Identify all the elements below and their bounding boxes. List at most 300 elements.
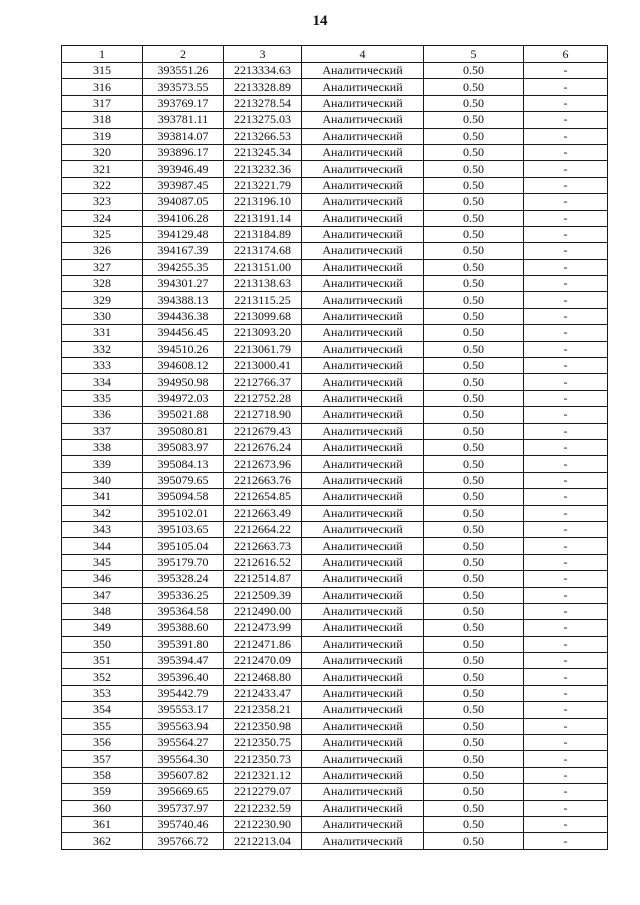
y-coordinate-cell: 2213184.89 — [224, 226, 302, 242]
point-number-cell: 330 — [62, 308, 143, 324]
accuracy-cell: 0.50 — [424, 587, 524, 603]
accuracy-cell: 0.50 — [424, 751, 524, 767]
y-coordinate-cell: 2212509.39 — [224, 587, 302, 603]
description-cell: - — [524, 603, 608, 619]
accuracy-cell: 0.50 — [424, 603, 524, 619]
method-cell: Аналитический — [302, 702, 424, 718]
x-coordinate-cell: 395553.17 — [143, 702, 224, 718]
table-header — [62, 46, 608, 63]
table-row — [62, 308, 608, 324]
accuracy-cell: 0.50 — [424, 243, 524, 259]
point-number-cell: 316 — [62, 79, 143, 95]
table-row — [62, 226, 608, 242]
description-cell: - — [524, 390, 608, 406]
y-coordinate-cell: 2213196.10 — [224, 194, 302, 210]
description-cell: - — [524, 177, 608, 193]
description-cell: - — [524, 194, 608, 210]
point-number-cell: 336 — [62, 407, 143, 423]
point-number-cell: 361 — [62, 816, 143, 832]
accuracy-cell: 0.50 — [424, 685, 524, 701]
accuracy-cell: 0.50 — [424, 489, 524, 505]
method-cell: Аналитический — [302, 194, 424, 210]
method-cell: Аналитический — [302, 161, 424, 177]
accuracy-cell: 0.50 — [424, 653, 524, 669]
point-number-cell: 341 — [62, 489, 143, 505]
description-cell: - — [524, 112, 608, 128]
accuracy-cell: 0.50 — [424, 833, 524, 849]
description-cell: - — [524, 816, 608, 832]
table-row — [62, 489, 608, 505]
description-cell: - — [524, 702, 608, 718]
column-header: 5 — [424, 46, 524, 63]
method-cell: Аналитический — [302, 226, 424, 242]
table-row — [62, 587, 608, 603]
accuracy-cell: 0.50 — [424, 63, 524, 79]
y-coordinate-cell: 2213328.89 — [224, 79, 302, 95]
description-cell: - — [524, 587, 608, 603]
accuracy-cell: 0.50 — [424, 79, 524, 95]
y-coordinate-cell: 2212473.99 — [224, 620, 302, 636]
table-row — [62, 79, 608, 95]
column-header: 6 — [524, 46, 608, 63]
method-cell: Аналитический — [302, 751, 424, 767]
point-number-cell: 356 — [62, 735, 143, 751]
x-coordinate-cell: 393987.45 — [143, 177, 224, 193]
method-cell: Аналитический — [302, 144, 424, 160]
accuracy-cell: 0.50 — [424, 669, 524, 685]
description-cell: - — [524, 636, 608, 652]
point-number-cell: 344 — [62, 538, 143, 554]
method-cell: Аналитический — [302, 177, 424, 193]
y-coordinate-cell: 2212232.59 — [224, 800, 302, 816]
accuracy-cell: 0.50 — [424, 292, 524, 308]
description-cell: - — [524, 472, 608, 488]
table-row — [62, 505, 608, 521]
x-coordinate-cell: 393814.07 — [143, 128, 224, 144]
table-row — [62, 341, 608, 357]
table-row — [62, 161, 608, 177]
point-number-cell: 323 — [62, 194, 143, 210]
method-cell: Аналитический — [302, 325, 424, 341]
x-coordinate-cell: 395391.80 — [143, 636, 224, 652]
description-cell: - — [524, 718, 608, 734]
table-body — [62, 63, 608, 850]
x-coordinate-cell: 394950.98 — [143, 374, 224, 390]
x-coordinate-cell: 394167.39 — [143, 243, 224, 259]
description-cell: - — [524, 259, 608, 275]
x-coordinate-cell: 393781.11 — [143, 112, 224, 128]
method-cell: Аналитический — [302, 243, 424, 259]
x-coordinate-cell: 394972.03 — [143, 390, 224, 406]
header-row — [62, 46, 608, 63]
x-coordinate-cell: 394456.45 — [143, 325, 224, 341]
x-coordinate-cell: 395103.65 — [143, 521, 224, 537]
column-header: 2 — [143, 46, 224, 63]
accuracy-cell: 0.50 — [424, 276, 524, 292]
accuracy-cell: 0.50 — [424, 423, 524, 439]
point-number-cell: 320 — [62, 144, 143, 160]
method-cell: Аналитический — [302, 374, 424, 390]
x-coordinate-cell: 395737.97 — [143, 800, 224, 816]
table-row — [62, 243, 608, 259]
method-cell: Аналитический — [302, 423, 424, 439]
point-number-cell: 337 — [62, 423, 143, 439]
table-row — [62, 685, 608, 701]
table-row — [62, 456, 608, 472]
y-coordinate-cell: 2212213.04 — [224, 833, 302, 849]
y-coordinate-cell: 2213278.54 — [224, 95, 302, 111]
description-cell: - — [524, 423, 608, 439]
description-cell: - — [524, 292, 608, 308]
x-coordinate-cell: 395766.72 — [143, 833, 224, 849]
accuracy-cell: 0.50 — [424, 538, 524, 554]
method-cell: Аналитический — [302, 735, 424, 751]
method-cell: Аналитический — [302, 112, 424, 128]
y-coordinate-cell: 2212664.22 — [224, 521, 302, 537]
x-coordinate-cell: 394255.35 — [143, 259, 224, 275]
point-number-cell: 357 — [62, 751, 143, 767]
y-coordinate-cell: 2212514.87 — [224, 571, 302, 587]
y-coordinate-cell: 2212676.24 — [224, 439, 302, 455]
y-coordinate-cell: 2212766.37 — [224, 374, 302, 390]
x-coordinate-cell: 395102.01 — [143, 505, 224, 521]
point-number-cell: 334 — [62, 374, 143, 390]
method-cell: Аналитический — [302, 620, 424, 636]
description-cell: - — [524, 620, 608, 636]
method-cell: Аналитический — [302, 767, 424, 783]
point-number-cell: 321 — [62, 161, 143, 177]
method-cell: Аналитический — [302, 505, 424, 521]
table-row — [62, 521, 608, 537]
accuracy-cell: 0.50 — [424, 800, 524, 816]
method-cell: Аналитический — [302, 489, 424, 505]
x-coordinate-cell: 395388.60 — [143, 620, 224, 636]
description-cell: - — [524, 358, 608, 374]
x-coordinate-cell: 395563.94 — [143, 718, 224, 734]
y-coordinate-cell: 2213000.41 — [224, 358, 302, 374]
x-coordinate-cell: 394129.48 — [143, 226, 224, 242]
x-coordinate-cell: 395394.47 — [143, 653, 224, 669]
y-coordinate-cell: 2212470.09 — [224, 653, 302, 669]
y-coordinate-cell: 2212358.21 — [224, 702, 302, 718]
table-row — [62, 276, 608, 292]
point-number-cell: 339 — [62, 456, 143, 472]
description-cell: - — [524, 735, 608, 751]
description-cell: - — [524, 767, 608, 783]
table-row — [62, 63, 608, 79]
accuracy-cell: 0.50 — [424, 358, 524, 374]
accuracy-cell: 0.50 — [424, 521, 524, 537]
x-coordinate-cell: 395564.30 — [143, 751, 224, 767]
x-coordinate-cell: 395396.40 — [143, 669, 224, 685]
table-row — [62, 144, 608, 160]
point-number-cell: 352 — [62, 669, 143, 685]
accuracy-cell: 0.50 — [424, 620, 524, 636]
method-cell: Аналитический — [302, 63, 424, 79]
method-cell: Аналитический — [302, 390, 424, 406]
y-coordinate-cell: 2212230.90 — [224, 816, 302, 832]
point-number-cell: 328 — [62, 276, 143, 292]
method-cell: Аналитический — [302, 603, 424, 619]
accuracy-cell: 0.50 — [424, 210, 524, 226]
table-row — [62, 472, 608, 488]
accuracy-cell: 0.50 — [424, 735, 524, 751]
x-coordinate-cell: 395328.24 — [143, 571, 224, 587]
description-cell: - — [524, 95, 608, 111]
accuracy-cell: 0.50 — [424, 505, 524, 521]
accuracy-cell: 0.50 — [424, 308, 524, 324]
accuracy-cell: 0.50 — [424, 702, 524, 718]
coordinates-table — [61, 45, 608, 850]
method-cell: Аналитический — [302, 784, 424, 800]
method-cell: Аналитический — [302, 800, 424, 816]
x-coordinate-cell: 395740.46 — [143, 816, 224, 832]
accuracy-cell: 0.50 — [424, 816, 524, 832]
table-row — [62, 669, 608, 685]
description-cell: - — [524, 407, 608, 423]
accuracy-cell: 0.50 — [424, 161, 524, 177]
method-cell: Аналитический — [302, 456, 424, 472]
method-cell: Аналитический — [302, 292, 424, 308]
x-coordinate-cell: 394301.27 — [143, 276, 224, 292]
y-coordinate-cell: 2213245.34 — [224, 144, 302, 160]
method-cell: Аналитический — [302, 407, 424, 423]
description-cell: - — [524, 144, 608, 160]
table-row — [62, 439, 608, 455]
point-number-cell: 351 — [62, 653, 143, 669]
y-coordinate-cell: 2213138.63 — [224, 276, 302, 292]
point-number-cell: 359 — [62, 784, 143, 800]
description-cell: - — [524, 374, 608, 390]
accuracy-cell: 0.50 — [424, 374, 524, 390]
table-row — [62, 718, 608, 734]
table-row — [62, 325, 608, 341]
method-cell: Аналитический — [302, 472, 424, 488]
y-coordinate-cell: 2212654.85 — [224, 489, 302, 505]
point-number-cell: 333 — [62, 358, 143, 374]
x-coordinate-cell: 395079.65 — [143, 472, 224, 488]
point-number-cell: 332 — [62, 341, 143, 357]
table-row — [62, 751, 608, 767]
description-cell: - — [524, 800, 608, 816]
column-header: 3 — [224, 46, 302, 63]
method-cell: Аналитический — [302, 816, 424, 832]
x-coordinate-cell: 395105.04 — [143, 538, 224, 554]
table-row — [62, 194, 608, 210]
method-cell: Аналитический — [302, 554, 424, 570]
method-cell: Аналитический — [302, 718, 424, 734]
point-number-cell: 327 — [62, 259, 143, 275]
y-coordinate-cell: 2212663.49 — [224, 505, 302, 521]
method-cell: Аналитический — [302, 358, 424, 374]
point-number-cell: 349 — [62, 620, 143, 636]
method-cell: Аналитический — [302, 587, 424, 603]
method-cell: Аналитический — [302, 79, 424, 95]
accuracy-cell: 0.50 — [424, 341, 524, 357]
y-coordinate-cell: 2212350.73 — [224, 751, 302, 767]
description-cell: - — [524, 784, 608, 800]
point-number-cell: 358 — [62, 767, 143, 783]
point-number-cell: 345 — [62, 554, 143, 570]
point-number-cell: 348 — [62, 603, 143, 619]
method-cell: Аналитический — [302, 341, 424, 357]
accuracy-cell: 0.50 — [424, 718, 524, 734]
table-row — [62, 259, 608, 275]
point-number-cell: 338 — [62, 439, 143, 455]
point-number-cell: 353 — [62, 685, 143, 701]
method-cell: Аналитический — [302, 685, 424, 701]
table-row — [62, 603, 608, 619]
description-cell: - — [524, 210, 608, 226]
x-coordinate-cell: 393946.49 — [143, 161, 224, 177]
y-coordinate-cell: 2212752.28 — [224, 390, 302, 406]
accuracy-cell: 0.50 — [424, 636, 524, 652]
table-row — [62, 636, 608, 652]
accuracy-cell: 0.50 — [424, 144, 524, 160]
x-coordinate-cell: 395336.25 — [143, 587, 224, 603]
method-cell: Аналитический — [302, 653, 424, 669]
x-coordinate-cell: 395669.65 — [143, 784, 224, 800]
method-cell: Аналитический — [302, 210, 424, 226]
accuracy-cell: 0.50 — [424, 177, 524, 193]
table-row — [62, 292, 608, 308]
accuracy-cell: 0.50 — [424, 226, 524, 242]
accuracy-cell: 0.50 — [424, 95, 524, 111]
table-row — [62, 112, 608, 128]
point-number-cell: 340 — [62, 472, 143, 488]
table-row — [62, 767, 608, 783]
description-cell: - — [524, 538, 608, 554]
point-number-cell: 325 — [62, 226, 143, 242]
y-coordinate-cell: 2212350.75 — [224, 735, 302, 751]
accuracy-cell: 0.50 — [424, 439, 524, 455]
column-header: 4 — [302, 46, 424, 63]
accuracy-cell: 0.50 — [424, 456, 524, 472]
y-coordinate-cell: 2213266.53 — [224, 128, 302, 144]
y-coordinate-cell: 2212663.76 — [224, 472, 302, 488]
x-coordinate-cell: 395564.27 — [143, 735, 224, 751]
description-cell: - — [524, 833, 608, 849]
table-row — [62, 620, 608, 636]
y-coordinate-cell: 2213174.68 — [224, 243, 302, 259]
description-cell: - — [524, 653, 608, 669]
accuracy-cell: 0.50 — [424, 194, 524, 210]
point-number-cell: 335 — [62, 390, 143, 406]
table-row — [62, 95, 608, 111]
point-number-cell: 319 — [62, 128, 143, 144]
y-coordinate-cell: 2213115.25 — [224, 292, 302, 308]
point-number-cell: 346 — [62, 571, 143, 587]
description-cell: - — [524, 521, 608, 537]
x-coordinate-cell: 394087.05 — [143, 194, 224, 210]
table-row — [62, 407, 608, 423]
accuracy-cell: 0.50 — [424, 112, 524, 128]
x-coordinate-cell: 395080.81 — [143, 423, 224, 439]
accuracy-cell: 0.50 — [424, 390, 524, 406]
point-number-cell: 343 — [62, 521, 143, 537]
x-coordinate-cell: 393573.55 — [143, 79, 224, 95]
x-coordinate-cell: 395083.97 — [143, 439, 224, 455]
method-cell: Аналитический — [302, 128, 424, 144]
y-coordinate-cell: 2212616.52 — [224, 554, 302, 570]
column-header: 1 — [62, 46, 143, 63]
y-coordinate-cell: 2212279.07 — [224, 784, 302, 800]
x-coordinate-cell: 395094.58 — [143, 489, 224, 505]
y-coordinate-cell: 2213221.79 — [224, 177, 302, 193]
y-coordinate-cell: 2213191.14 — [224, 210, 302, 226]
y-coordinate-cell: 2212663.73 — [224, 538, 302, 554]
description-cell: - — [524, 226, 608, 242]
method-cell: Аналитический — [302, 95, 424, 111]
x-coordinate-cell: 395364.58 — [143, 603, 224, 619]
description-cell: - — [524, 571, 608, 587]
x-coordinate-cell: 393896.17 — [143, 144, 224, 160]
description-cell: - — [524, 63, 608, 79]
description-cell: - — [524, 685, 608, 701]
table-row — [62, 784, 608, 800]
table-row — [62, 358, 608, 374]
point-number-cell: 326 — [62, 243, 143, 259]
table-row — [62, 816, 608, 832]
description-cell: - — [524, 439, 608, 455]
x-coordinate-cell: 395084.13 — [143, 456, 224, 472]
description-cell: - — [524, 128, 608, 144]
description-cell: - — [524, 505, 608, 521]
point-number-cell: 331 — [62, 325, 143, 341]
table-row — [62, 177, 608, 193]
table-row — [62, 571, 608, 587]
x-coordinate-cell: 395442.79 — [143, 685, 224, 701]
point-number-cell: 315 — [62, 63, 143, 79]
description-cell: - — [524, 456, 608, 472]
point-number-cell: 354 — [62, 702, 143, 718]
x-coordinate-cell: 394608.12 — [143, 358, 224, 374]
y-coordinate-cell: 2212673.96 — [224, 456, 302, 472]
method-cell: Аналитический — [302, 259, 424, 275]
y-coordinate-cell: 2212679.43 — [224, 423, 302, 439]
point-number-cell: 342 — [62, 505, 143, 521]
point-number-cell: 362 — [62, 833, 143, 849]
description-cell: - — [524, 308, 608, 324]
point-number-cell: 355 — [62, 718, 143, 734]
x-coordinate-cell: 395179.70 — [143, 554, 224, 570]
table-row — [62, 423, 608, 439]
page-number: 14 — [312, 13, 328, 29]
method-cell: Аналитический — [302, 521, 424, 537]
table-row — [62, 702, 608, 718]
method-cell: Аналитический — [302, 669, 424, 685]
accuracy-cell: 0.50 — [424, 128, 524, 144]
x-coordinate-cell: 393769.17 — [143, 95, 224, 111]
x-coordinate-cell: 394436.38 — [143, 308, 224, 324]
method-cell: Аналитический — [302, 276, 424, 292]
y-coordinate-cell: 2213334.63 — [224, 63, 302, 79]
method-cell: Аналитический — [302, 636, 424, 652]
y-coordinate-cell: 2212718.90 — [224, 407, 302, 423]
accuracy-cell: 0.50 — [424, 554, 524, 570]
table-row — [62, 210, 608, 226]
accuracy-cell: 0.50 — [424, 784, 524, 800]
y-coordinate-cell: 2213151.00 — [224, 259, 302, 275]
method-cell: Аналитический — [302, 439, 424, 455]
point-number-cell: 329 — [62, 292, 143, 308]
point-number-cell: 318 — [62, 112, 143, 128]
x-coordinate-cell: 395021.88 — [143, 407, 224, 423]
y-coordinate-cell: 2213275.03 — [224, 112, 302, 128]
method-cell: Аналитический — [302, 833, 424, 849]
y-coordinate-cell: 2212468.80 — [224, 669, 302, 685]
method-cell: Аналитический — [302, 308, 424, 324]
